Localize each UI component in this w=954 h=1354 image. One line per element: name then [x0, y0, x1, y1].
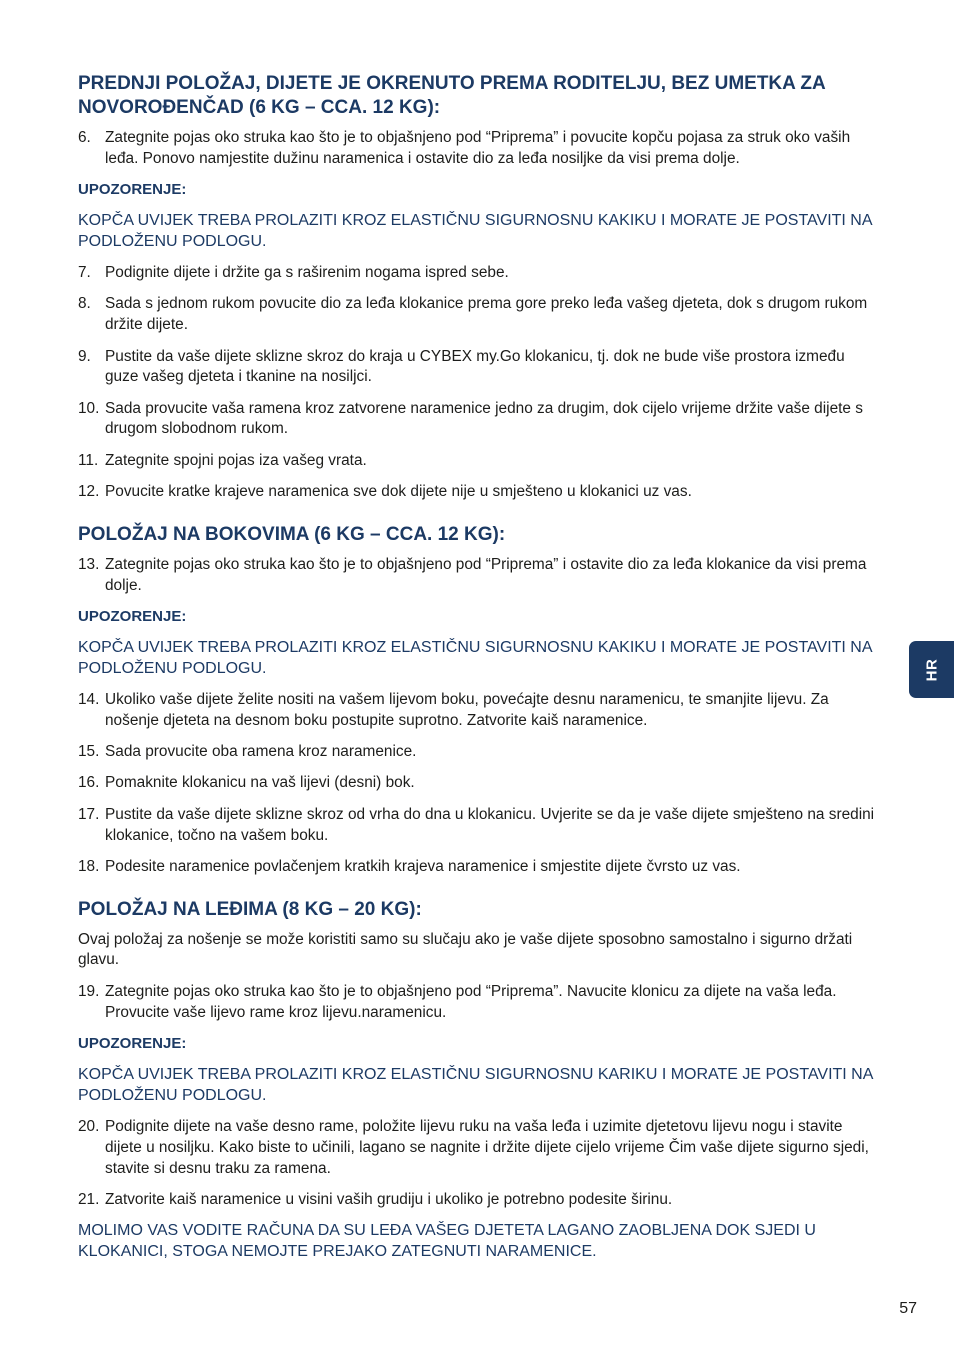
instruction-item [78, 482, 878, 503]
item-number: 9. [78, 347, 91, 365]
instruction-item [78, 263, 878, 284]
item-text: Pomaknite klokanicu na vaš lijevi (desni) bok. [105, 774, 415, 792]
instruction-item [78, 742, 878, 763]
item-number: 16. [78, 774, 100, 792]
item-number: 14. [78, 691, 100, 709]
final-note: MOLIMO VAS VODITE RAČUNA DA SU LEĐA VAŠEG DJETETA LAGANO ZAOBLJENA DOK SJEDI U KLOKANICI, STOGA NEMOJTE PREJAKO ZATEGNUTI NARAMENICE. [78, 1222, 816, 1260]
item-number: 18. [78, 857, 100, 875]
page-number: 57 [899, 1300, 917, 1317]
item-text: Podignite dijete na vaše desno rame, položite lijevu ruku na vaša leđa i uzimite djetetovu lijevu nogu i stavite dijete u nosiljku. Kako biste to učinili, lagano se nagnite i držite dijete cijelo vrijeme Čim vaše dijete sigurno sjedi, stavite si desnu traku za ramena. [105, 1117, 869, 1177]
warning-label: UPOZORENJE: [78, 1034, 187, 1052]
instruction-item [78, 399, 878, 441]
item-number: 11. [78, 451, 99, 469]
item-text: Zategnite spojni pojas iza vašeg vrata. [105, 451, 367, 469]
instruction-item [78, 690, 878, 732]
warning-text: KOPČA UVIJEK TREBA PROLAZITI KROZ ELASTIČNU SIGURNOSNU KARIKU I MORATE JE POSTAVITI NA PODLOŽENU PODLOGU. [78, 1065, 873, 1104]
section-heading-back-position: POLOŽAJ NA LEĐIMA (8 KG – 20 KG): [78, 898, 422, 920]
item-text: Zategnite pojas oko struka kao što je to objašnjeno pod “Priprema” i povucite kopču pojasa za struk oko vaših leđa. Ponovo namjestite dužinu naramenica i ostavite dio za leđa nosiljke da visi prema dolje. [105, 129, 851, 167]
item-number: 21. [78, 1190, 100, 1208]
item-number: 17. [78, 805, 100, 823]
instruction-item [78, 805, 878, 847]
item-number: 12. [78, 483, 100, 501]
item-text: Zatvorite kaiš naramenice u visini vaših grudiju i ukoliko je potrebno podesite širinu. [105, 1190, 673, 1208]
language-tab-label: HR [923, 658, 940, 681]
instruction-item [78, 555, 878, 597]
item-text: Podesite naramenice povlačenjem kratkih krajeva naramenice i smjestite dijete čvrsto uz vas. [105, 857, 741, 875]
item-text: Sada provucite vaša ramena kroz zatvorene naramenice jedno za drugim, dok cijelo vrijeme držite vaše dijete s drugom slobodnom rukom. [105, 399, 863, 438]
instruction-item [78, 128, 878, 170]
instruction-item [78, 857, 878, 878]
item-text: Pustite da vaše dijete sklizne skroz od vrha do dna u klokanicu. Uvjerite se da je vaše dijete smješteno na sredini klokanice, točno na vašem boku. [105, 805, 875, 844]
section-heading-front-position: PREDNJI POLOŽAJ, DIJETE JE OKRENUTO PREMA RODITELJU, BEZ UMETKA ZA NOVOROĐENČAD (6 KG – CCA. 12 KG): [78, 73, 826, 118]
item-number: 8. [78, 295, 91, 313]
item-text: Sada s jednom rukom povucite dio za leđa klokanice prema gore preko leđa vašeg djeteta, dok s drugom rukom držite dijete. [105, 295, 868, 334]
language-tab [909, 641, 954, 698]
item-text: Ukoliko vaše dijete želite nositi na vašem lijevom boku, povećajte desnu naramenicu, te smanjite lijevu. Za nošenje djeteta na desnom boku postupite suprotno. Zatvorite kaiš naramenice. [105, 691, 829, 729]
item-text: Povucite kratke krajeve naramenica sve dok dijete nije u smješteno u klokanici uz vas. [105, 483, 692, 501]
item-number: 19. [78, 982, 100, 1000]
warning-label: UPOZORENJE: [78, 607, 187, 625]
instruction-item [78, 773, 878, 794]
instruction-item [78, 1117, 878, 1179]
instruction-item [78, 347, 878, 389]
instruction-item [78, 294, 878, 336]
item-number: 13. [78, 555, 100, 573]
item-text: Sada provucite oba ramena kroz naramenice. [105, 743, 417, 761]
item-text: Zategnite pojas oko struka kao što je to objašnjeno pod “Priprema” i ostavite dio za leđa klokanice da visi prema dolje. [105, 555, 867, 594]
instruction-item [78, 982, 878, 1024]
instruction-item [78, 451, 878, 472]
intro-paragraph: Ovaj položaj za nošenje se može koristiti samo su slučaju ako je vaše dijete sposobno samostalno i sigurno držati glavu. [78, 930, 853, 969]
item-text: Pustite da vaše dijete sklizne skroz do kraja u CYBEX my.Go klokanicu, tj. dok ne bude više prostora između guze vašeg djeteta i tkanine na nosiljci. [105, 347, 845, 386]
instruction-item [78, 1190, 878, 1211]
item-number: 7. [78, 264, 91, 282]
item-text: Podignite dijete i držite ga s raširenim nogama ispred sebe. [105, 264, 509, 282]
item-number: 20. [78, 1117, 100, 1135]
item-number: 15. [78, 743, 100, 761]
warning-text: KOPČA UVIJEK TREBA PROLAZITI KROZ ELASTIČNU SIGURNOSNU KAKIKU I MORATE JE POSTAVITI NA PODLOŽENU PODLOGU. [78, 638, 872, 677]
item-number: 10. [78, 399, 100, 417]
item-number: 6. [78, 129, 91, 146]
section-heading-hip-position: POLOŽAJ NA BOKOVIMA (6 KG – CCA. 12 KG): [78, 523, 506, 545]
warning-text: KOPČA UVIJEK TREBA PROLAZITI KROZ ELASTIČNU SIGURNOSNU KAKIKU I MORATE JE POSTAVITI NA PODLOŽENU PODLOGU. [78, 212, 872, 250]
warning-label: UPOZORENJE: [78, 181, 187, 199]
item-text: Zategnite pojas oko struka kao što je to objašnjeno pod “Priprema”. Navucite klonicu za dijete na vaša leđa. Provucite vaše lijevo rame kroz lijevu.naramenicu. [105, 982, 837, 1021]
page-content [78, 72, 878, 1273]
